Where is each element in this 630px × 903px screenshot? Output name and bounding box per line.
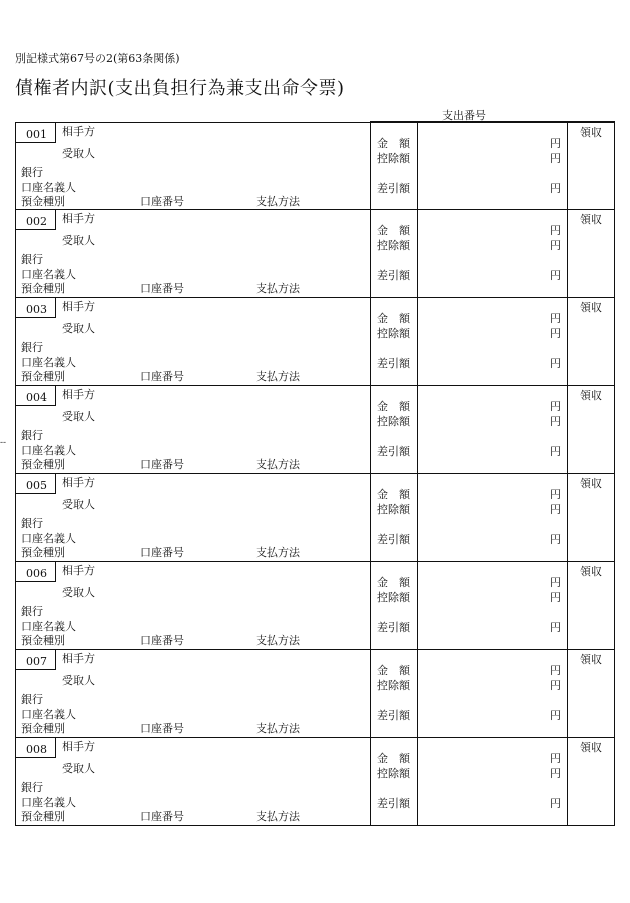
- amount-label: 金 額: [377, 488, 410, 501]
- deduction-label: 控除額: [377, 152, 410, 165]
- recipient-label: 受取人: [62, 410, 95, 423]
- deposit-type-label: 預金種別: [21, 370, 65, 383]
- creditor-entry: [15, 562, 615, 650]
- deduction-label: 控除額: [377, 503, 410, 516]
- column-divider: [417, 123, 418, 209]
- entry-number: 007: [26, 655, 47, 668]
- deduction-yen-unit: 円: [550, 591, 561, 604]
- recipient-label: 受取人: [62, 674, 95, 687]
- receipt-label: 領収: [580, 389, 602, 402]
- account-holder-label: 口座名義人: [21, 708, 76, 721]
- counterparty-label: 相手方: [62, 388, 95, 401]
- counterparty-label: 相手方: [62, 212, 95, 225]
- deposit-type-label: 預金種別: [21, 634, 65, 647]
- deduction-yen-unit: 円: [550, 327, 561, 340]
- deposit-type-label: 預金種別: [21, 546, 65, 559]
- entry-number: 001: [26, 128, 47, 141]
- amount-yen-unit: 円: [550, 488, 561, 501]
- column-divider: [370, 123, 371, 209]
- account-holder-label: 口座名義人: [21, 356, 76, 369]
- amount-label: 金 額: [377, 752, 410, 765]
- net-amount-label: 差引額: [377, 709, 410, 722]
- bank-label: 銀行: [21, 166, 43, 179]
- payment-method-label: 支払方法: [256, 458, 300, 471]
- deposit-type-label: 預金種別: [21, 458, 65, 471]
- deduction-yen-unit: 円: [550, 767, 561, 780]
- recipient-label: 受取人: [62, 322, 95, 335]
- counterparty-label: 相手方: [62, 125, 95, 138]
- deduction-yen-unit: 円: [550, 679, 561, 692]
- counterparty-label: 相手方: [62, 564, 95, 577]
- recipient-label: 受取人: [62, 586, 95, 599]
- creditor-entry: [15, 298, 615, 386]
- net-amount-label: 差引額: [377, 182, 410, 195]
- column-divider: [417, 562, 418, 649]
- creditor-entry: [15, 210, 615, 298]
- net-amount-yen-unit: 円: [550, 709, 561, 722]
- edge-mark: --: [0, 438, 7, 448]
- deposit-type-label: 預金種別: [21, 722, 65, 735]
- amount-yen-unit: 円: [550, 224, 561, 237]
- amount-label: 金 額: [377, 312, 410, 325]
- net-amount-yen-unit: 円: [550, 357, 561, 370]
- receipt-label: 領収: [580, 126, 602, 139]
- entry-number: 003: [26, 303, 47, 316]
- amount-label: 金 額: [377, 224, 410, 237]
- net-amount-label: 差引額: [377, 357, 410, 370]
- receipt-label: 領収: [580, 653, 602, 666]
- recipient-label: 受取人: [62, 147, 95, 160]
- account-number-label: 口座番号: [140, 195, 184, 208]
- column-divider: [567, 562, 568, 649]
- column-divider: [370, 386, 371, 473]
- deduction-label: 控除額: [377, 239, 410, 252]
- bank-label: 銀行: [21, 517, 43, 530]
- column-divider: [417, 210, 418, 297]
- column-divider: [567, 123, 568, 209]
- net-amount-label: 差引額: [377, 445, 410, 458]
- amount-label: 金 額: [377, 664, 410, 677]
- deduction-yen-unit: 円: [550, 415, 561, 428]
- net-amount-yen-unit: 円: [550, 621, 561, 634]
- creditor-entry: [15, 738, 615, 826]
- deduction-label: 控除額: [377, 415, 410, 428]
- deduction-yen-unit: 円: [550, 152, 561, 165]
- recipient-label: 受取人: [62, 498, 95, 511]
- receipt-label: 領収: [580, 213, 602, 226]
- account-number-label: 口座番号: [140, 370, 184, 383]
- account-number-label: 口座番号: [140, 634, 184, 647]
- amount-yen-unit: 円: [550, 576, 561, 589]
- column-divider: [567, 738, 568, 825]
- bank-label: 銀行: [21, 341, 43, 354]
- account-holder-label: 口座名義人: [21, 444, 76, 457]
- column-divider: [370, 474, 371, 561]
- deduction-yen-unit: 円: [550, 503, 561, 516]
- account-holder-label: 口座名義人: [21, 532, 76, 545]
- entry-number: 005: [26, 479, 47, 492]
- column-divider: [567, 474, 568, 561]
- deduction-label: 控除額: [377, 327, 410, 340]
- payment-number-label: 支出番号: [442, 109, 486, 122]
- recipient-label: 受取人: [62, 762, 95, 775]
- amount-label: 金 額: [377, 400, 410, 413]
- amount-yen-unit: 円: [550, 137, 561, 150]
- amount-yen-unit: 円: [550, 752, 561, 765]
- account-holder-label: 口座名義人: [21, 181, 76, 194]
- account-number-label: 口座番号: [140, 810, 184, 823]
- bank-label: 銀行: [21, 605, 43, 618]
- net-amount-yen-unit: 円: [550, 533, 561, 546]
- document-title: 債権者内訳(支出負担行為兼支出命令票): [15, 78, 345, 99]
- net-amount-yen-unit: 円: [550, 182, 561, 195]
- deduction-label: 控除額: [377, 767, 410, 780]
- column-divider: [370, 650, 371, 737]
- counterparty-label: 相手方: [62, 476, 95, 489]
- deduction-label: 控除額: [377, 679, 410, 692]
- column-divider: [370, 210, 371, 297]
- receipt-label: 領収: [580, 301, 602, 314]
- payment-method-label: 支払方法: [256, 282, 300, 295]
- net-amount-label: 差引額: [377, 797, 410, 810]
- payment-method-label: 支払方法: [256, 546, 300, 559]
- column-divider: [370, 562, 371, 649]
- entry-number: 004: [26, 391, 47, 404]
- amount-yen-unit: 円: [550, 312, 561, 325]
- form-reference: 別記様式第67号の2(第63条関係): [15, 52, 180, 65]
- column-divider: [567, 386, 568, 473]
- recipient-label: 受取人: [62, 234, 95, 247]
- net-amount-label: 差引額: [377, 269, 410, 282]
- counterparty-label: 相手方: [62, 652, 95, 665]
- deduction-label: 控除額: [377, 591, 410, 604]
- net-amount-yen-unit: 円: [550, 797, 561, 810]
- bank-label: 銀行: [21, 429, 43, 442]
- column-divider: [417, 738, 418, 825]
- receipt-label: 領収: [580, 741, 602, 754]
- column-divider: [567, 650, 568, 737]
- amount-yen-unit: 円: [550, 664, 561, 677]
- net-amount-yen-unit: 円: [550, 445, 561, 458]
- creditor-entry: [15, 122, 615, 210]
- creditor-entry: [15, 386, 615, 474]
- column-divider: [417, 298, 418, 385]
- creditor-entry: [15, 650, 615, 738]
- bank-label: 銀行: [21, 253, 43, 266]
- receipt-label: 領収: [580, 565, 602, 578]
- entry-number: 002: [26, 215, 47, 228]
- bank-label: 銀行: [21, 693, 43, 706]
- payment-method-label: 支払方法: [256, 370, 300, 383]
- account-holder-label: 口座名義人: [21, 268, 76, 281]
- receipt-label: 領収: [580, 477, 602, 490]
- amount-label: 金 額: [377, 137, 410, 150]
- account-number-label: 口座番号: [140, 458, 184, 471]
- net-amount-yen-unit: 円: [550, 269, 561, 282]
- deposit-type-label: 預金種別: [21, 195, 65, 208]
- column-divider: [370, 298, 371, 385]
- net-amount-label: 差引額: [377, 621, 410, 634]
- counterparty-label: 相手方: [62, 300, 95, 313]
- creditor-entries: [15, 122, 615, 826]
- column-divider: [417, 650, 418, 737]
- amount-label: 金 額: [377, 576, 410, 589]
- creditor-entry: [15, 474, 615, 562]
- entry-number: 006: [26, 567, 47, 580]
- entry-number: 008: [26, 743, 47, 756]
- payment-method-label: 支払方法: [256, 810, 300, 823]
- counterparty-label: 相手方: [62, 740, 95, 753]
- net-amount-label: 差引額: [377, 533, 410, 546]
- deduction-yen-unit: 円: [550, 239, 561, 252]
- deposit-type-label: 預金種別: [21, 810, 65, 823]
- payment-method-label: 支払方法: [256, 195, 300, 208]
- payment-method-label: 支払方法: [256, 722, 300, 735]
- account-number-label: 口座番号: [140, 546, 184, 559]
- payment-method-label: 支払方法: [256, 634, 300, 647]
- column-divider: [567, 298, 568, 385]
- account-holder-label: 口座名義人: [21, 796, 76, 809]
- account-number-label: 口座番号: [140, 722, 184, 735]
- column-divider: [567, 210, 568, 297]
- account-number-label: 口座番号: [140, 282, 184, 295]
- deposit-type-label: 預金種別: [21, 282, 65, 295]
- account-holder-label: 口座名義人: [21, 620, 76, 633]
- bank-label: 銀行: [21, 781, 43, 794]
- amount-yen-unit: 円: [550, 400, 561, 413]
- column-divider: [417, 386, 418, 473]
- column-divider: [370, 738, 371, 825]
- column-divider: [417, 474, 418, 561]
